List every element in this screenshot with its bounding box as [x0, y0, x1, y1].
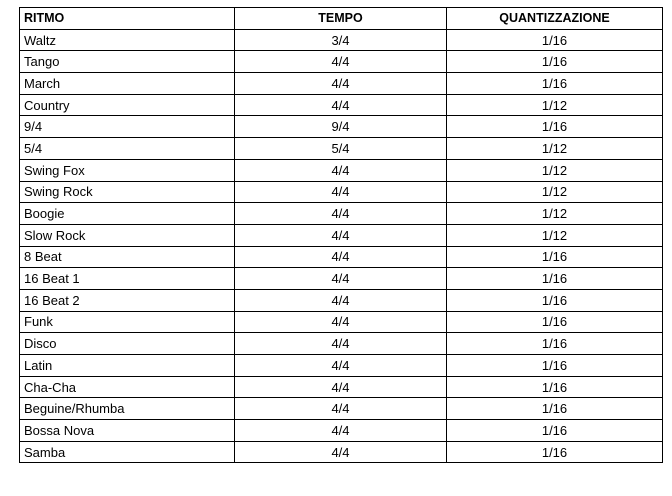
header-tempo: TEMPO [235, 8, 447, 30]
rhythm-name-cell: Beguine/Rhumba [20, 398, 235, 420]
quantization-cell: 1/16 [447, 29, 663, 51]
quantization-cell: 1/16 [447, 398, 663, 420]
rhythm-table [19, 7, 663, 463]
tempo-cell: 4/4 [235, 51, 447, 73]
tempo-cell: 4/4 [235, 94, 447, 116]
tempo-cell: 4/4 [235, 441, 447, 463]
table-row [20, 73, 663, 95]
rhythm-name-cell: 9/4 [20, 116, 235, 138]
tempo-cell: 4/4 [235, 376, 447, 398]
rhythm-name-cell: Latin [20, 355, 235, 377]
rhythm-name-cell: Bossa Nova [20, 420, 235, 442]
table-body [20, 29, 663, 463]
header-ritmo: RITMO [20, 8, 235, 30]
rhythm-name-cell: 16 Beat 2 [20, 289, 235, 311]
tempo-cell: 4/4 [235, 289, 447, 311]
quantization-cell: 1/16 [447, 311, 663, 333]
table-row [20, 355, 663, 377]
rhythm-name-cell: Disco [20, 333, 235, 355]
table-row [20, 159, 663, 181]
quantization-cell: 1/12 [447, 159, 663, 181]
rhythm-name-cell: 8 Beat [20, 246, 235, 268]
table-row [20, 29, 663, 51]
table-header [20, 8, 663, 30]
quantization-cell: 1/16 [447, 441, 663, 463]
quantization-cell: 1/16 [447, 116, 663, 138]
tempo-cell: 4/4 [235, 311, 447, 333]
table-row [20, 333, 663, 355]
table-row [20, 398, 663, 420]
table-row [20, 138, 663, 160]
rhythm-name-cell: 5/4 [20, 138, 235, 160]
tempo-cell: 4/4 [235, 203, 447, 225]
rhythm-name-cell: Samba [20, 441, 235, 463]
table-row [20, 224, 663, 246]
tempo-cell: 4/4 [235, 420, 447, 442]
quantization-cell: 1/16 [447, 376, 663, 398]
table-row [20, 420, 663, 442]
tempo-cell: 4/4 [235, 333, 447, 355]
tempo-cell: 3/4 [235, 29, 447, 51]
rhythm-name-cell: Slow Rock [20, 224, 235, 246]
table-row [20, 268, 663, 290]
quantization-cell: 1/12 [447, 94, 663, 116]
tempo-cell: 4/4 [235, 73, 447, 95]
quantization-cell: 1/12 [447, 181, 663, 203]
rhythm-name-cell: March [20, 73, 235, 95]
rhythm-name-cell: Swing Fox [20, 159, 235, 181]
quantization-cell: 1/16 [447, 246, 663, 268]
table-row [20, 376, 663, 398]
header-quantizzazione: QUANTIZZAZIONE [447, 8, 663, 30]
tempo-cell: 4/4 [235, 246, 447, 268]
header-row [20, 8, 663, 30]
rhythm-name-cell: 16 Beat 1 [20, 268, 235, 290]
rhythm-name-cell: Boogie [20, 203, 235, 225]
table-row [20, 116, 663, 138]
rhythm-name-cell: Cha-Cha [20, 376, 235, 398]
quantization-cell: 1/16 [447, 268, 663, 290]
tempo-cell: 4/4 [235, 224, 447, 246]
quantization-cell: 1/12 [447, 224, 663, 246]
rhythm-name-cell: Tango [20, 51, 235, 73]
table-row [20, 94, 663, 116]
quantization-cell: 1/16 [447, 289, 663, 311]
quantization-cell: 1/12 [447, 138, 663, 160]
tempo-cell: 4/4 [235, 398, 447, 420]
table-row [20, 441, 663, 463]
quantization-cell: 1/16 [447, 355, 663, 377]
quantization-cell: 1/12 [447, 203, 663, 225]
tempo-cell: 5/4 [235, 138, 447, 160]
tempo-cell: 4/4 [235, 181, 447, 203]
rhythm-name-cell: Funk [20, 311, 235, 333]
tempo-cell: 4/4 [235, 268, 447, 290]
rhythm-name-cell: Country [20, 94, 235, 116]
quantization-cell: 1/16 [447, 51, 663, 73]
quantization-cell: 1/16 [447, 420, 663, 442]
table-row [20, 203, 663, 225]
quantization-cell: 1/16 [447, 73, 663, 95]
table-row [20, 51, 663, 73]
table-row [20, 181, 663, 203]
tempo-cell: 4/4 [235, 355, 447, 377]
quantization-cell: 1/16 [447, 333, 663, 355]
tempo-cell: 9/4 [235, 116, 447, 138]
rhythm-name-cell: Swing Rock [20, 181, 235, 203]
table-row [20, 246, 663, 268]
rhythm-name-cell: Waltz [20, 29, 235, 51]
tempo-cell: 4/4 [235, 159, 447, 181]
table-row [20, 289, 663, 311]
table-row [20, 311, 663, 333]
